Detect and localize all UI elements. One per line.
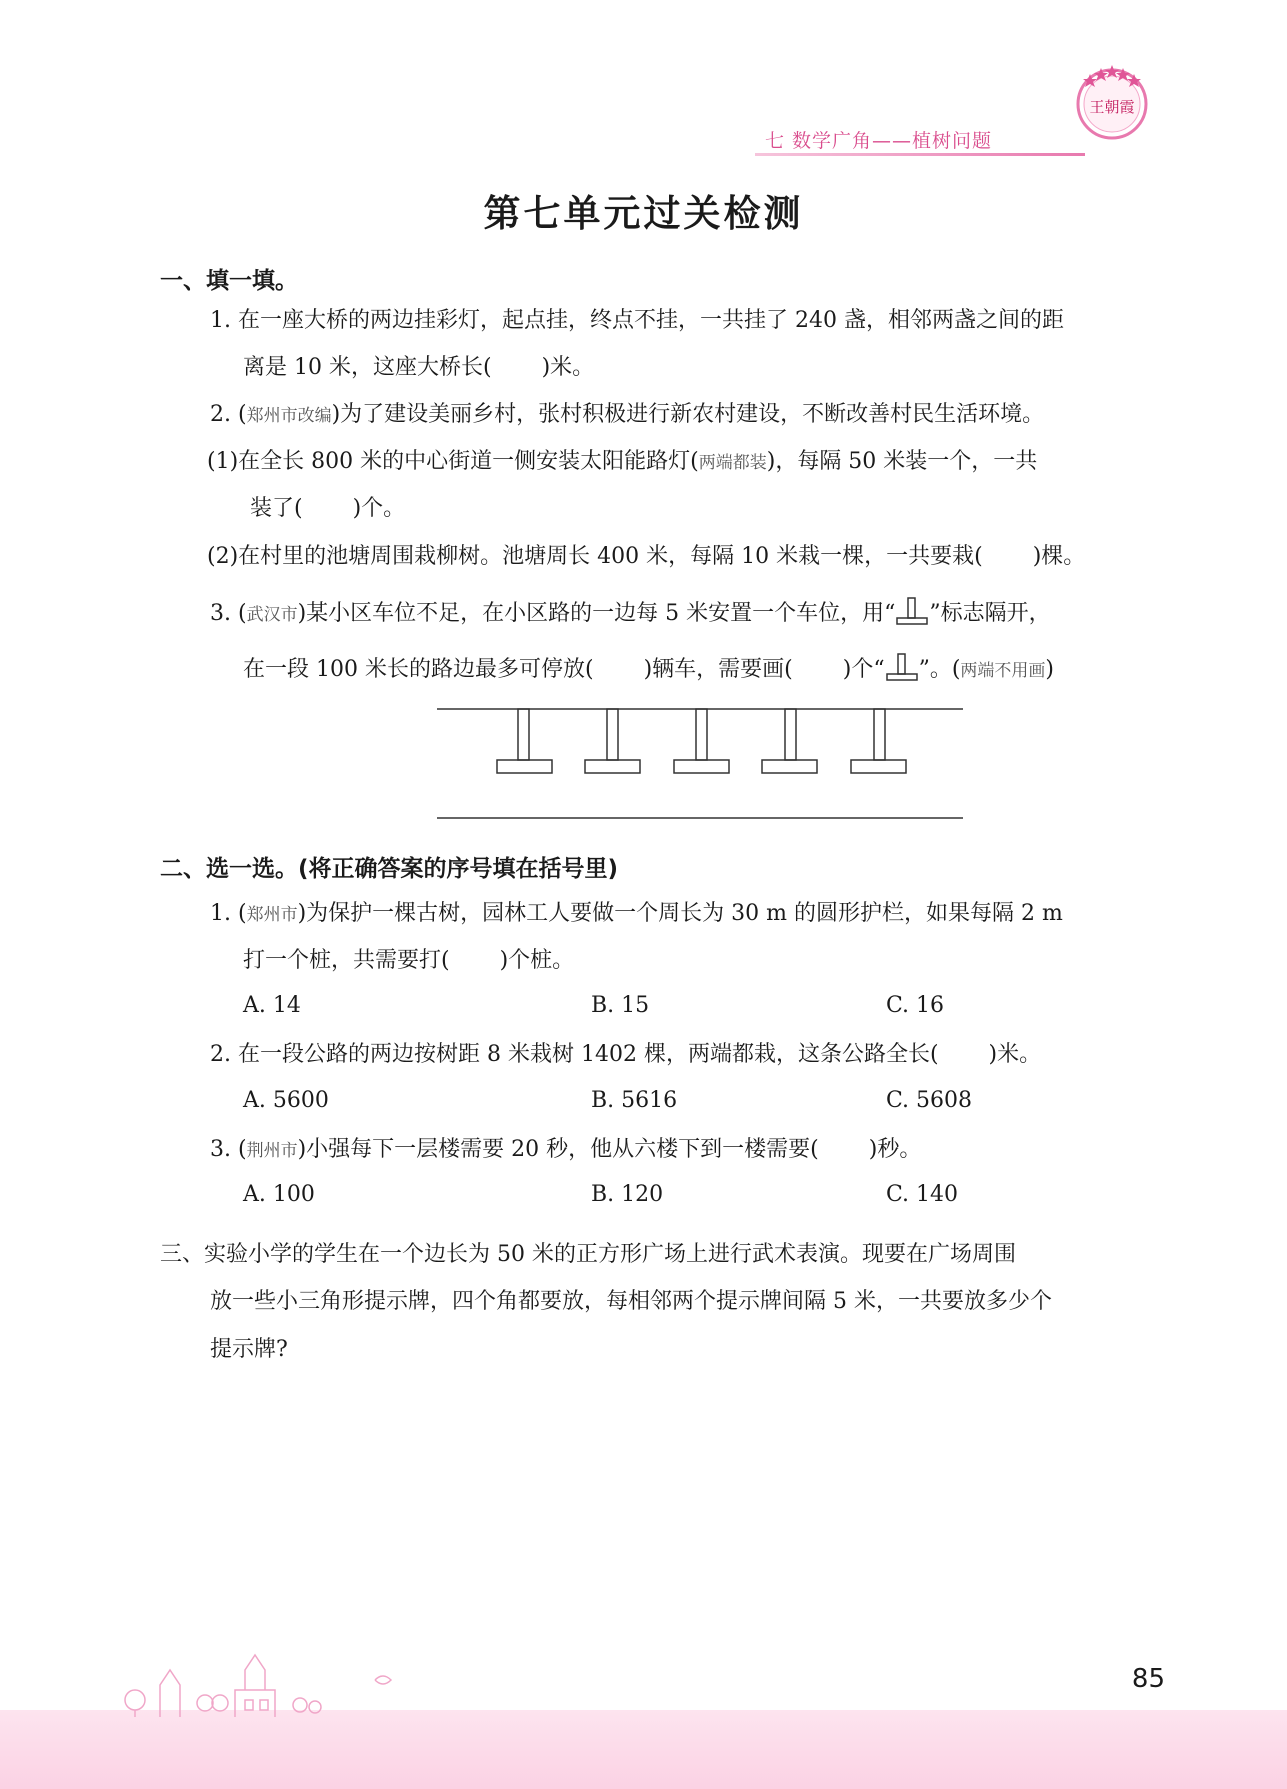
parking-divider [762, 709, 817, 773]
section2-heading: 二、选一选。(将正确答案的序号填在括号里) [160, 856, 619, 882]
s2-q3: 3. (荆州市)小强每下一层楼需要 20 秒，他从六楼下到一楼需要( )秒。 [210, 1137, 922, 1162]
parking-divider-icon [895, 596, 929, 626]
option-b[interactable]: B. 15 [591, 993, 650, 1018]
s1-q2: 2. (郑州市改编)为了建设美丽乡村，张村积极进行新农村建设，不断改善村民生活环境。 [210, 402, 1045, 427]
s1-q3-line1: 3. (武汉市)某小区车位不足，在小区路的一边每 5 米安置一个车位，用“ ”标志隔开， [210, 596, 1051, 630]
town-illustration-icon [115, 1645, 415, 1720]
road-diagram [435, 703, 965, 827]
logo-icon [1070, 60, 1155, 145]
option-a[interactable]: A. 5600 [243, 1088, 329, 1113]
s1-q1-line1: 1. 在一座大桥的两边挂彩灯，起点挂，终点不挂，一共挂了 240 盏，相邻两盏之间的距 [210, 308, 1064, 333]
parking-divider-icon [885, 652, 919, 682]
section1-heading: 一、填一填。 [160, 268, 298, 294]
s1-q2-1-line1: (1)在全长 800 米的中心街道一侧安装太阳能路灯(两端都装)，每隔 50 米装一个，一共 [207, 449, 1038, 474]
page-title: 第七单元过关检测 [483, 192, 804, 235]
option-b[interactable]: B. 5616 [591, 1088, 678, 1113]
option-a[interactable]: A. 14 [243, 993, 301, 1018]
option-b[interactable]: B. 120 [591, 1182, 664, 1207]
option-c[interactable]: C. 140 [886, 1182, 959, 1207]
svg-text:王朝霞: 王朝霞 [1089, 98, 1135, 116]
parking-divider [585, 709, 640, 773]
s1-q1-line2: 离是 10 米，这座大桥长( )米。 [243, 355, 595, 380]
chapter-header: 七 数学广角——植树问题 [765, 130, 993, 152]
header-underline [755, 153, 1085, 156]
s1-q2-2: (2)在村里的池塘周围栽柳树。池塘周长 400 米，每隔 10 米栽一棵，一共要栽( )棵。 [207, 544, 1086, 569]
parking-divider [674, 709, 729, 773]
parking-divider [497, 709, 552, 773]
s1-q3-line2: 在一段 100 米长的路边最多可停放( )辆车，需要画( )个“ ”。(两端不用画) [243, 652, 1054, 686]
parking-divider [851, 709, 906, 773]
s3-line3: 提示牌? [210, 1337, 288, 1362]
s3-line1: 三、实验小学的学生在一个边长为 50 米的正方形广场上进行武术表演。现要在广场周围 [160, 1242, 1016, 1267]
option-a[interactable]: A. 100 [243, 1182, 315, 1207]
logo-badge [1070, 60, 1155, 145]
option-c[interactable]: C. 16 [886, 993, 945, 1018]
s1-q2-1-line2: 装了( )个。 [250, 496, 406, 521]
page-number: 85 [1131, 1664, 1165, 1694]
s2-q1-line2: 打一个桩，共需要打( )个桩。 [243, 948, 575, 973]
footer-decoration [115, 1645, 415, 1724]
option-c[interactable]: C. 5608 [886, 1088, 973, 1113]
s2-q1-line1: 1. (郑州市)为保护一棵古树，园林工人要做一个周长为 30 m 的圆形护栏，如果每隔 2 m [210, 901, 1063, 926]
s2-q2: 2. 在一段公路的两边按树距 8 米栽树 1402 棵，两端都栽，这条公路全长( )米。 [210, 1042, 1042, 1067]
source-note: 郑州市改编 [246, 406, 332, 426]
s3-line2: 放一些小三角形提示牌，四个角都要放，每相邻两个提示牌间隔 5 米，一共要放多少个 [210, 1289, 1052, 1314]
